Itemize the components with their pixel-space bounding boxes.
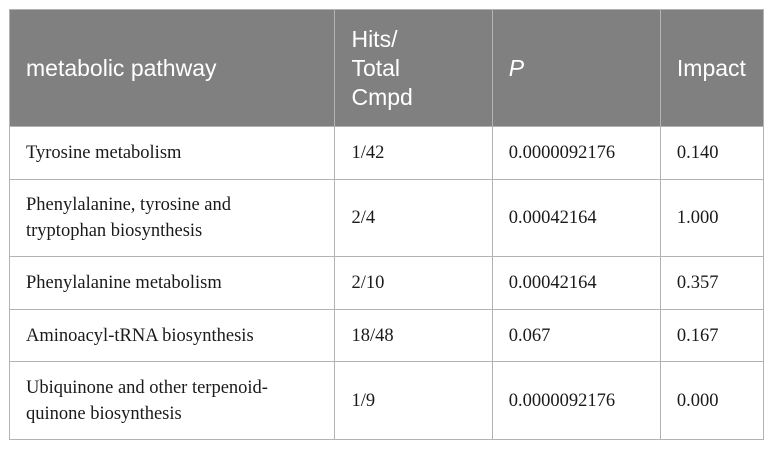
impact-cell: 1.000 xyxy=(660,180,763,257)
header-row xyxy=(10,10,764,127)
impact-cell: 0.000 xyxy=(660,362,763,440)
impact-cell: 0.140 xyxy=(660,127,763,180)
hits-cell: 1/9 xyxy=(335,362,492,440)
p-value-cell: 0.067 xyxy=(492,310,660,362)
pathway-cell: Ubiquinone and other terpenoid-quinone biosynthesis xyxy=(10,362,335,440)
pathway-cell: Phenylalanine, tyrosine and tryptophan biosynthesis xyxy=(10,180,335,257)
table-row xyxy=(10,180,764,257)
pathway-cell: Tyrosine metabolism xyxy=(10,127,335,180)
header-p-value: P xyxy=(492,10,660,127)
hits-cell: 18/48 xyxy=(335,310,492,362)
hits-cell: 2/4 xyxy=(335,180,492,257)
pathway-table xyxy=(9,9,764,440)
p-value-cell: 0.0000092176 xyxy=(492,127,660,180)
table-row xyxy=(10,310,764,362)
header-hits-total-cmpd xyxy=(335,10,492,127)
table-row xyxy=(10,362,764,440)
p-value-cell: 0.0000092176 xyxy=(492,362,660,440)
table-row xyxy=(10,127,764,180)
hits-cell: 1/42 xyxy=(335,127,492,180)
p-value-cell: 0.00042164 xyxy=(492,180,660,257)
pathway-cell: Aminoacyl-tRNA biosynthesis xyxy=(10,310,335,362)
pathway-cell: Phenylalanine metabolism xyxy=(10,257,335,310)
header-metabolic-pathway: metabolic pathway xyxy=(10,10,335,127)
header-hits-total-cmpd-text: Hits/ Total Cmpd xyxy=(351,25,413,110)
table-row xyxy=(10,257,764,310)
impact-cell: 0.167 xyxy=(660,310,763,362)
p-value-cell: 0.00042164 xyxy=(492,257,660,310)
header-impact: Impact xyxy=(660,10,763,127)
hits-cell: 2/10 xyxy=(335,257,492,310)
impact-cell: 0.357 xyxy=(660,257,763,310)
